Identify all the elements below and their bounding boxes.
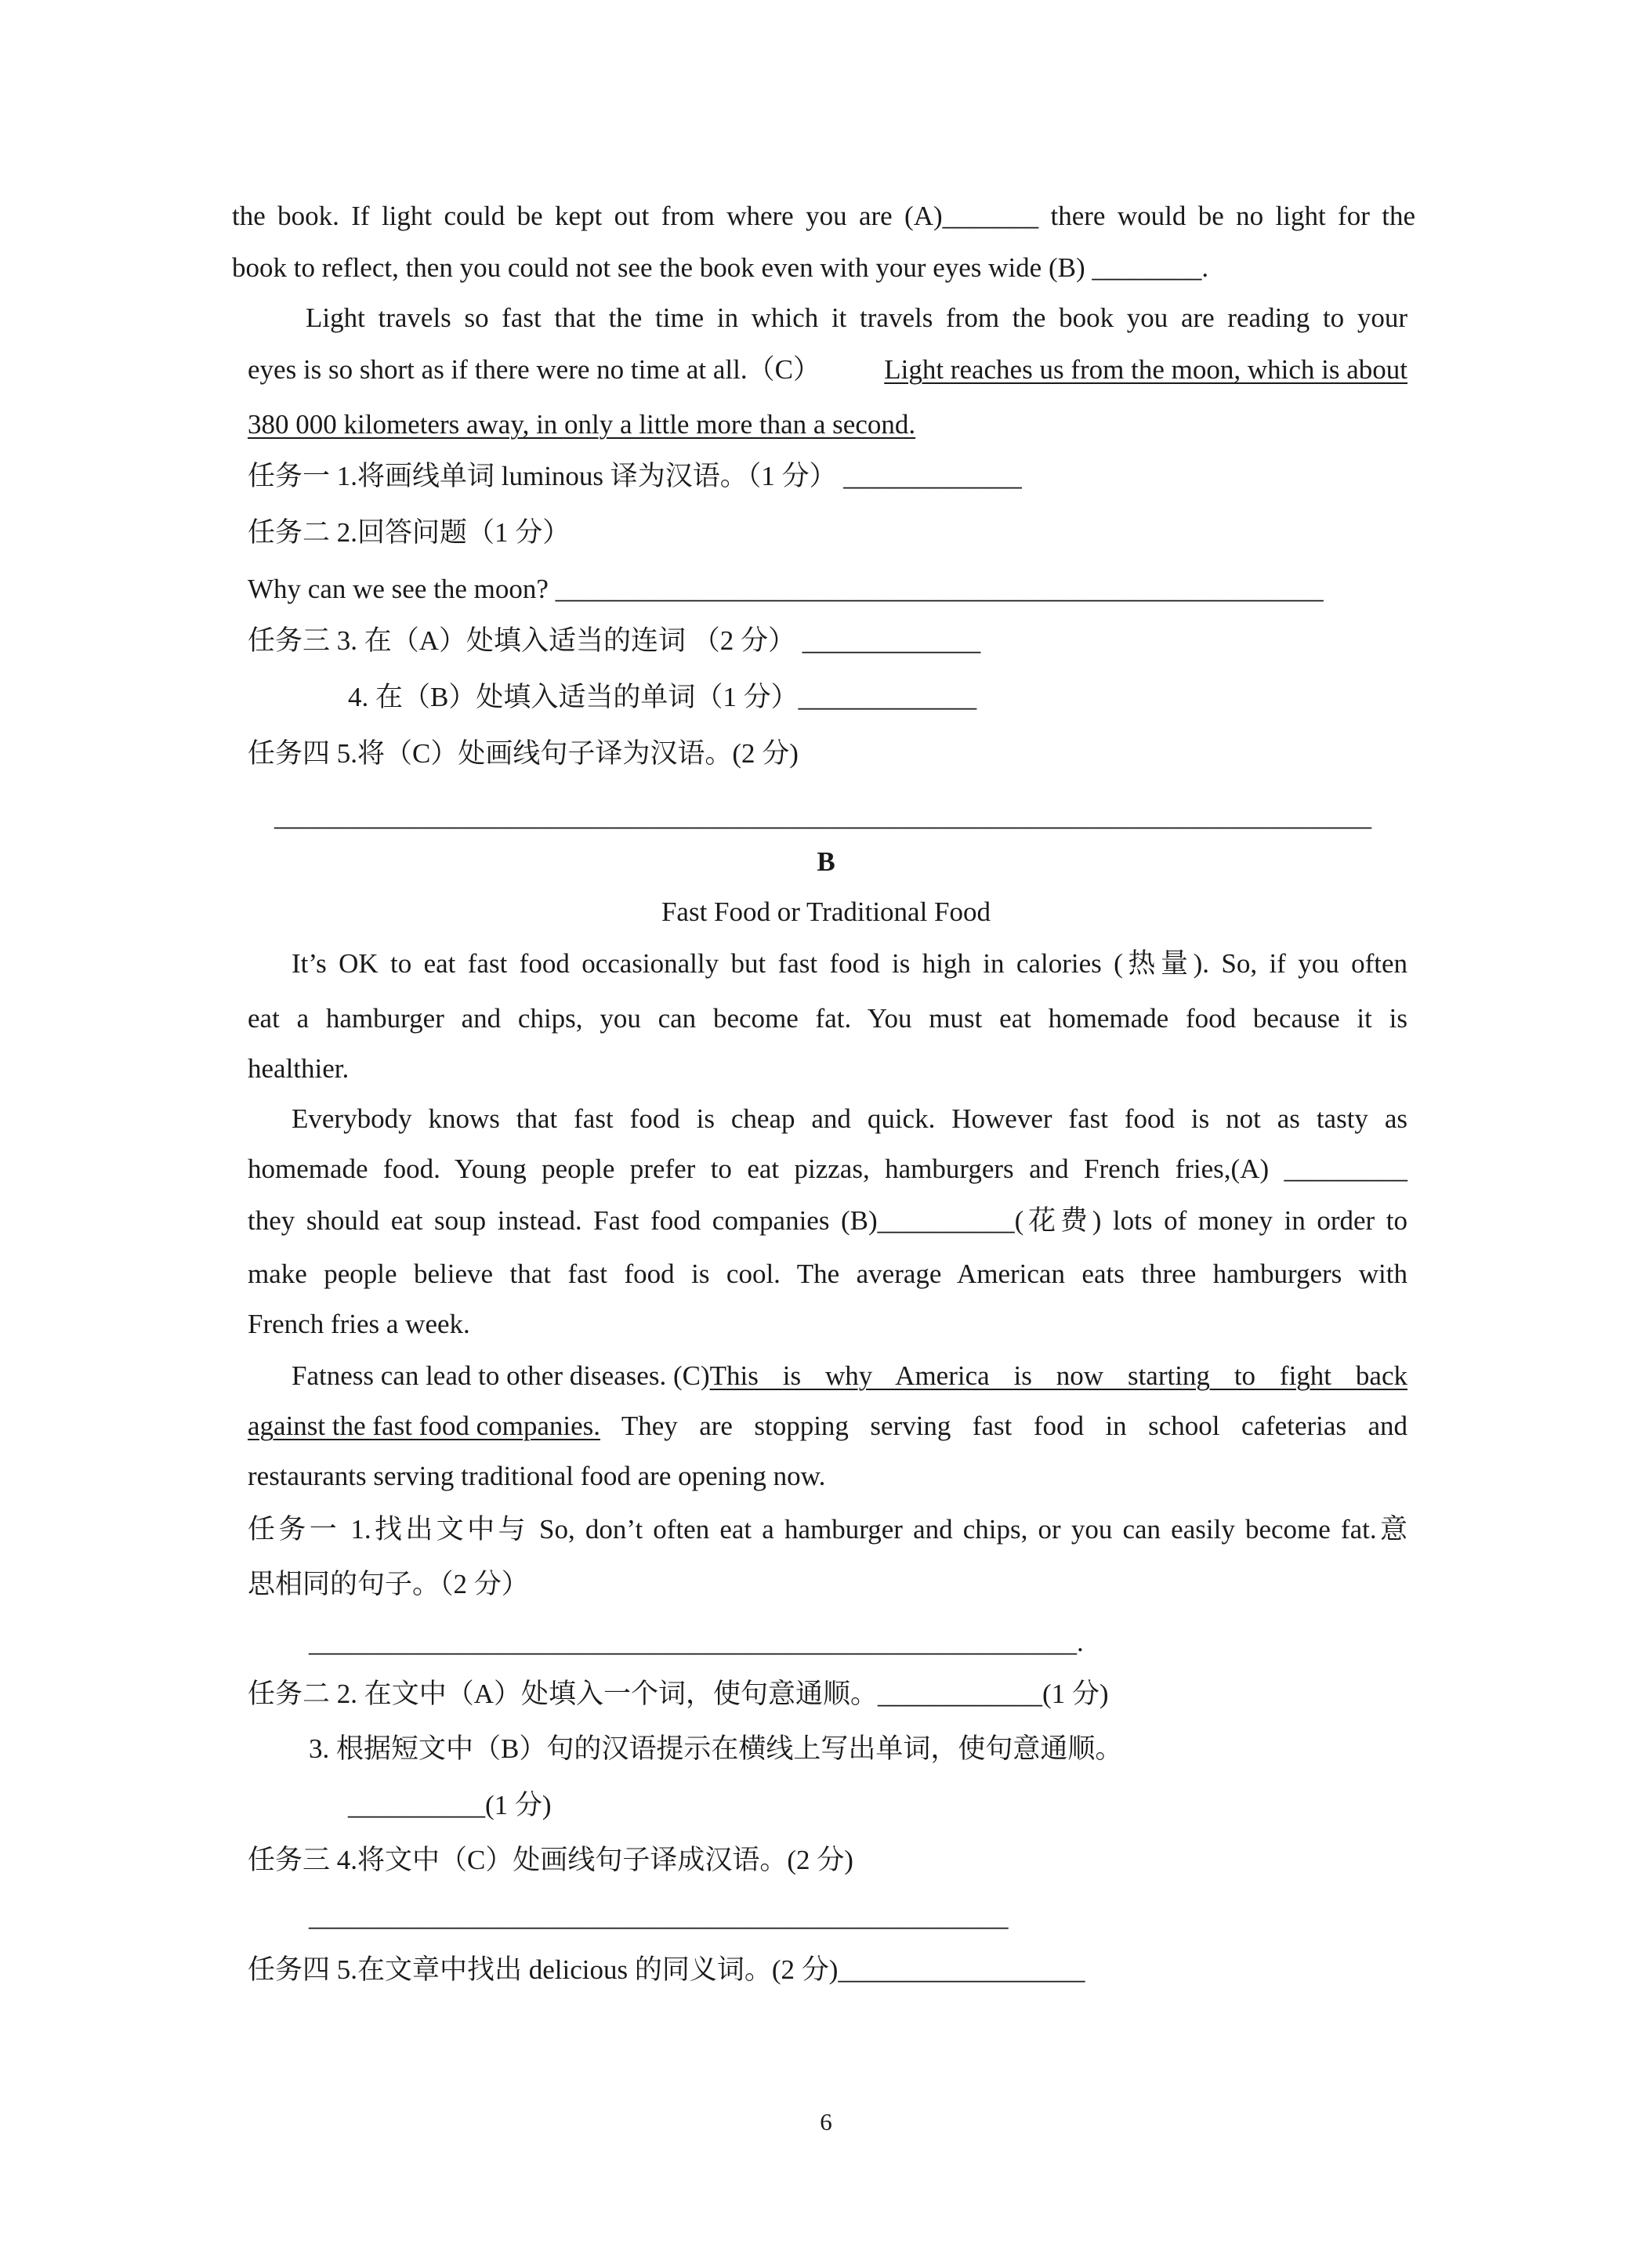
passage-b-line: eat a hamburger and chips, you can become fat. You must eat homemade food because it is [248,1003,1407,1034]
passage-text: Fatness can lead to other diseases. (C) [292,1360,710,1391]
passage-title: Fast Food or Traditional Food [661,896,991,927]
underlined-sentence-c: against the fast food companies. [248,1411,601,1441]
task-question: 4. 在（B）处填入适当的单词（1 分）_____________ [348,682,977,712]
passage-b-line: Everybody knows that fast food is cheap and quick. However fast food is not as tasty as [292,1103,1407,1134]
passage-a-line: the book. If light could be kept out from where you are (A)_______ there would be no light for the [232,201,1415,231]
task-question: Why can we see the moon? ________________________________________________________ [248,574,1324,604]
underlined-sentence-c: This is why America is now starting to fight back [709,1360,1407,1391]
passage-b-line: they should eat soup instead. Fast food companies (B)__________(花费) lots of money in order to [248,1205,1407,1236]
underlined-sentence-c: Light reaches us from the moon, which is about [884,354,1407,385]
task-question: 思相同的句子。（2 分） [248,1569,529,1599]
passage-a-line: book to reflect, then you could not see the book even with your eyes wide (B) ________. [232,252,1209,283]
answer-blank: ________________________________________________________________________________ [274,801,1371,831]
task-question: 任务四 5.在文章中找出 delicious 的同义词。(2 分)__________________ [248,1954,1085,1985]
passage-b-line [292,1362,1407,1389]
task-question: 任务三 3. 在（A）处填入适当的连词 （2 分） _____________ [248,625,981,656]
page-number: 6 [820,2108,832,2135]
passage-b-line: restaurants serving traditional food are opening now. [248,1461,826,1491]
task-question: 任务二 2. 在文中（A）处填入一个词，使句意通顺。____________(1 分) [248,1679,1109,1709]
task-question: 任务三 4.将文中（C）处画线句子译成汉语。(2 分) [248,1845,853,1875]
answer-blank: __________(1 分) [348,1790,552,1820]
passage-text: They are stopping serving fast food in school cafeterias and [600,1411,1407,1441]
answer-blank: ________________________________________________________. [309,1627,1084,1657]
task-question: 任务一 1.找出文中与 So, don’t often eat a hamburger and chips, or you can easily become fat.意 [248,1514,1407,1545]
passage-b-line [248,1412,1407,1440]
passage-b-line: make people believe that fast food is cool. The average American eats three hamburgers with [248,1259,1407,1289]
passage-b-line: It’s OK to eat fast food occasionally but fast food is high in calories (热量). So, if you often [292,948,1407,979]
section-label: B [817,846,835,877]
passage-b-line: homemade food. Young people prefer to eat pizzas, hamburgers and French fries,(A) _________ [248,1154,1407,1184]
passage-a-line: Light travels so fast that the time in which it travels from the book you are reading to your [306,302,1407,333]
passage-a-line [248,356,1407,383]
answer-blank: ___________________________________________________ [309,1901,1009,1932]
task-question: 任务四 5.将（C）处画线句子译为汉语。(2 分) [248,738,799,769]
task-question: 任务一 1.将画线单词 luminous 译为汉语。（1 分） _____________ [248,461,1022,491]
passage-text: eyes is so short as if there were no time at all.（C） [248,354,821,385]
passage-b-line: healthier. [248,1053,350,1084]
underlined-sentence-c: 380 000 kilometers away, in only a little more than a second. [248,409,916,440]
passage-b-line: French fries a week. [248,1309,470,1339]
task-question: 3. 根据短文中（B）句的汉语提示在横线上写出单词，使句意通顺。 [309,1733,1123,1764]
task-question: 任务二 2.回答问题（1 分） [248,517,571,548]
